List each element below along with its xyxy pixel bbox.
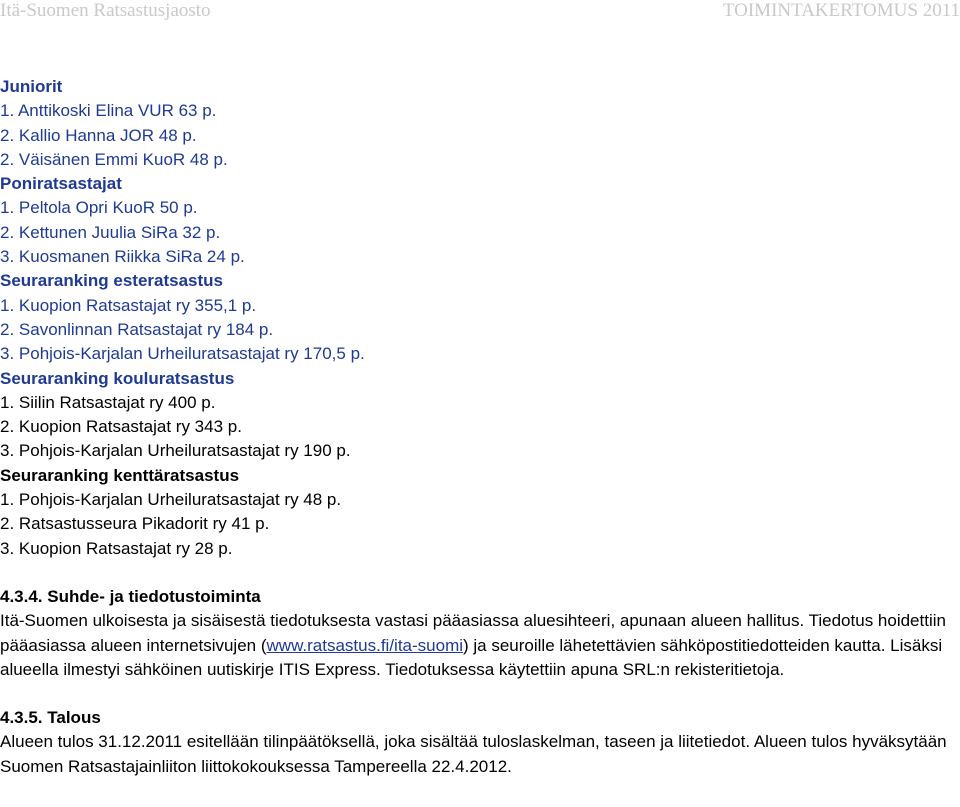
spacer — [0, 561, 960, 585]
kouluratsastus-section — [0, 367, 960, 464]
esteratsastus-heading: Seuraranking esteratsastus — [0, 271, 223, 291]
list-item: 3. Kuosmanen Riikka SiRa 24 p. — [0, 247, 245, 267]
list-item: 2. Savonlinnan Ratsastajat ry 184 p. — [0, 319, 274, 339]
kouluratsastus-heading: Seuraranking kouluratsastus — [0, 368, 235, 388]
esteratsastus-section — [0, 269, 960, 366]
poniratsastajat-section — [0, 172, 960, 269]
list-item: 2. Ratsastusseura Pikadorit ry 41 p. — [0, 514, 270, 534]
section-435-paragraph: Alueen tulos 31.12.2011 esitellään tilinpäätöksellä, joka sisältää tuloslaskelman, taseen ja liitetiedot. Alueen tulos hyväksytään Suomen Ratsastajainliiton liittokokouksessa Tampereella 22.4.2012. — [0, 732, 947, 776]
list-item: 2. Kallio Hanna JOR 48 p. — [0, 125, 197, 145]
section-434-heading: 4.3.4. Suhde- ja tiedotustoiminta — [0, 586, 261, 606]
kenttaratsastus-section — [0, 464, 960, 561]
list-item: 3. Pohjois-Karjalan Urheiluratsastajat ry 190 p. — [0, 441, 351, 461]
paragraph-text: Itä-Suomen ulkoisesta ja sisäisestä tiedotuksesta vastasi pääasiassa aluesihteeri, apunaan alueen hallitus. Tiedotus hoidettiin pääasiassa alueen internetsivujen ( — [0, 611, 946, 655]
list-item: 2. Kettunen Juulia SiRa 32 p. — [0, 222, 221, 242]
list-item: 1. Anttikoski Elina VUR 63 p. — [0, 101, 217, 121]
list-item: 1. Kuopion Ratsastajat ry 355,1 p. — [0, 295, 257, 315]
list-item: 2. Kuopion Ratsastajat ry 343 p. — [0, 417, 242, 437]
section-434 — [0, 585, 960, 682]
website-link[interactable]: www.ratsastus.fi/ita-suomi — [266, 635, 464, 655]
poniratsastajat-heading: Poniratsastajat — [0, 174, 122, 194]
juniorit-heading: Juniorit — [0, 77, 63, 96]
list-item: 3. Kuopion Ratsastajat ry 28 p. — [0, 538, 233, 558]
document-body — [0, 75, 960, 779]
section-435 — [0, 706, 960, 779]
kenttaratsastus-heading: Seuraranking kenttäratsastus — [0, 465, 240, 485]
spacer — [0, 682, 960, 706]
section-434-paragraph — [0, 609, 958, 682]
list-item: 3. Pohjois-Karjalan Urheiluratsastajat ry 170,5 p. — [0, 344, 365, 364]
juniorit-section — [0, 75, 960, 172]
paragraph-text: ) ja seuroille lähetettävien sähköpostitiedotteiden kautta. Lisäksi alueella ilmestyi sähköinen uutiskirje ITIS Express. Tiedotuksessa käytettiin apuna SRL:n rekisteritietoja. — [0, 635, 943, 679]
section-435-heading: 4.3.5. Talous — [0, 708, 101, 728]
list-item: 2. Väisänen Emmi KuoR 48 p. — [0, 149, 228, 169]
list-item: 1. Siilin Ratsastajat ry 400 p. — [0, 392, 216, 412]
header-organization: Itä-Suomen Ratsastusjaosto — [0, 0, 211, 21]
page-header — [0, 0, 960, 26]
header-report-title: TOIMINTAKERTOMUS 2011 — [722, 0, 960, 21]
list-item: 1. Peltola Opri KuoR 50 p. — [0, 198, 198, 218]
list-item: 1. Pohjois-Karjalan Urheiluratsastajat ry 48 p. — [0, 490, 342, 510]
